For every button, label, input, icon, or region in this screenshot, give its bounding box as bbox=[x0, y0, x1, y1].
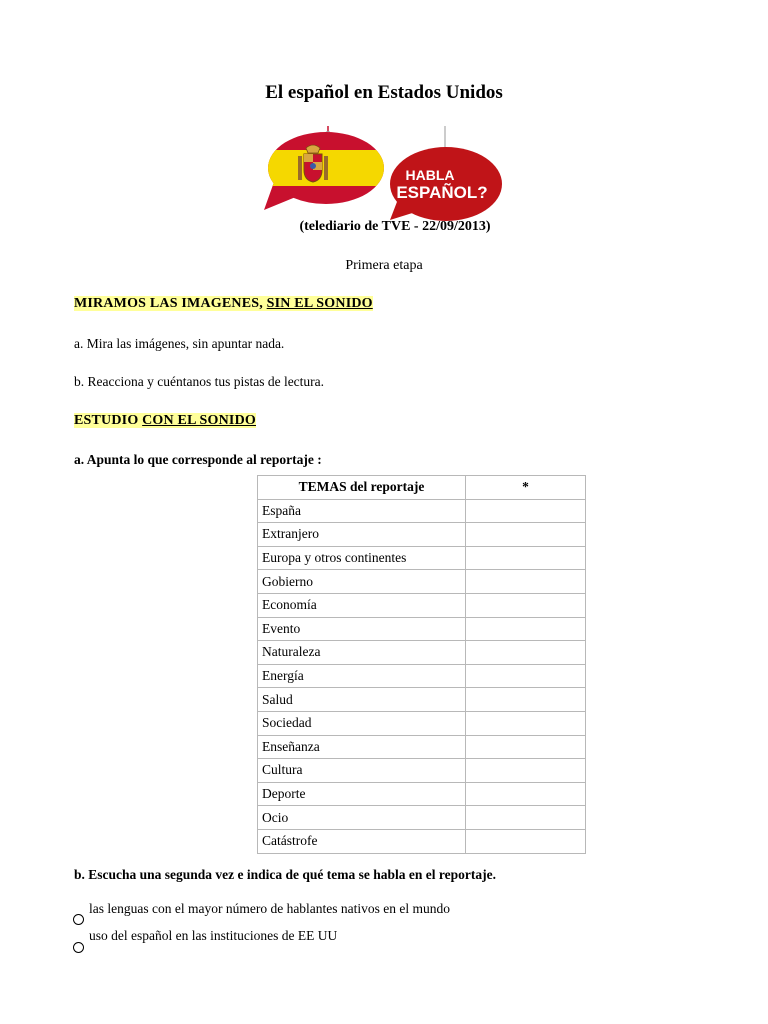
topic-cell: Enseñanza bbox=[258, 735, 466, 759]
mark-cell[interactable] bbox=[466, 759, 586, 783]
topic-cell: Ocio bbox=[258, 806, 466, 830]
table-row bbox=[258, 735, 586, 759]
topic-cell: Catástrofe bbox=[258, 829, 466, 853]
topic-cell: Deporte bbox=[258, 782, 466, 806]
option-label-2: uso del español en las instituciones de EE UU bbox=[89, 928, 338, 943]
mark-cell[interactable] bbox=[466, 782, 586, 806]
table-row bbox=[258, 641, 586, 665]
topic-cell: Salud bbox=[258, 688, 466, 712]
espanol-text: ESPAÑOL? bbox=[396, 183, 488, 202]
table-row bbox=[258, 664, 586, 688]
mark-cell[interactable] bbox=[466, 829, 586, 853]
topic-cell: España bbox=[258, 499, 466, 523]
table-row bbox=[258, 593, 586, 617]
mark-cell[interactable] bbox=[466, 711, 586, 735]
section1-item-a: a. Mira las imágenes, sin apuntar nada. bbox=[74, 336, 285, 351]
mark-cell[interactable] bbox=[466, 499, 586, 523]
stage-label: Primera etapa bbox=[345, 258, 423, 273]
section1-heading-underlined: SIN EL SONIDO bbox=[266, 296, 373, 311]
section2-heading-plain: ESTUDIO bbox=[74, 413, 143, 428]
table-row bbox=[258, 523, 586, 547]
habla-text: HABLA bbox=[405, 167, 455, 183]
topic-cell: Evento bbox=[258, 617, 466, 641]
option-radio-2[interactable] bbox=[73, 942, 84, 953]
option-radio-1[interactable] bbox=[73, 914, 84, 925]
topic-cell: Extranjero bbox=[258, 523, 466, 547]
mark-cell[interactable] bbox=[466, 735, 586, 759]
mark-cell[interactable] bbox=[466, 806, 586, 830]
table-row bbox=[258, 688, 586, 712]
habla-espanol-bubble bbox=[390, 147, 502, 221]
topic-cell: Sociedad bbox=[258, 711, 466, 735]
section1-item-b: b. Reacciona y cuéntanos tus pistas de lectura. bbox=[74, 374, 325, 389]
table-row bbox=[258, 617, 586, 641]
table-header-topics: TEMAS del reportaje bbox=[258, 476, 466, 500]
topic-cell: Europa y otros continentes bbox=[258, 546, 466, 570]
document-title: El español en Estados Unidos bbox=[265, 82, 503, 103]
table-header-row bbox=[258, 476, 586, 500]
table-row bbox=[258, 759, 586, 783]
mark-cell[interactable] bbox=[466, 641, 586, 665]
topic-cell: Economía bbox=[258, 593, 466, 617]
topic-cell: Energía bbox=[258, 664, 466, 688]
table-row bbox=[258, 711, 586, 735]
table-row bbox=[258, 829, 586, 853]
section1-heading bbox=[74, 296, 373, 312]
topic-cell: Naturaleza bbox=[258, 641, 466, 665]
topic-cell: Cultura bbox=[258, 759, 466, 783]
mark-cell[interactable] bbox=[466, 664, 586, 688]
mark-cell[interactable] bbox=[466, 570, 586, 594]
mark-cell[interactable] bbox=[466, 593, 586, 617]
section2-task-b: b. Escucha una segunda vez e indica de qué tema se habla en el reportaje. bbox=[74, 867, 497, 882]
mark-cell[interactable] bbox=[466, 688, 586, 712]
mark-cell[interactable] bbox=[466, 546, 586, 570]
mark-cell[interactable] bbox=[466, 523, 586, 547]
table-row bbox=[258, 806, 586, 830]
table-row bbox=[258, 570, 586, 594]
section1-heading-plain: MIRAMOS LAS IMAGENES, bbox=[74, 296, 267, 311]
document-subtitle: (telediario de TVE - 22/09/2013) bbox=[299, 219, 491, 234]
section2-task-a: a. Apunta lo que corresponde al reportaje : bbox=[74, 452, 322, 467]
table-row bbox=[258, 499, 586, 523]
mark-cell[interactable] bbox=[466, 617, 586, 641]
topics-table bbox=[257, 475, 586, 854]
option-label-1: las lenguas con el mayor número de hablantes nativos en el mundo bbox=[89, 901, 451, 916]
topic-cell: Gobierno bbox=[258, 570, 466, 594]
section2-heading bbox=[74, 413, 256, 429]
table-header-mark: * bbox=[466, 476, 586, 500]
section2-heading-underlined: CON EL SONIDO bbox=[142, 413, 256, 428]
habla-espanol-logo bbox=[264, 124, 508, 224]
table-row bbox=[258, 782, 586, 806]
table-row bbox=[258, 546, 586, 570]
